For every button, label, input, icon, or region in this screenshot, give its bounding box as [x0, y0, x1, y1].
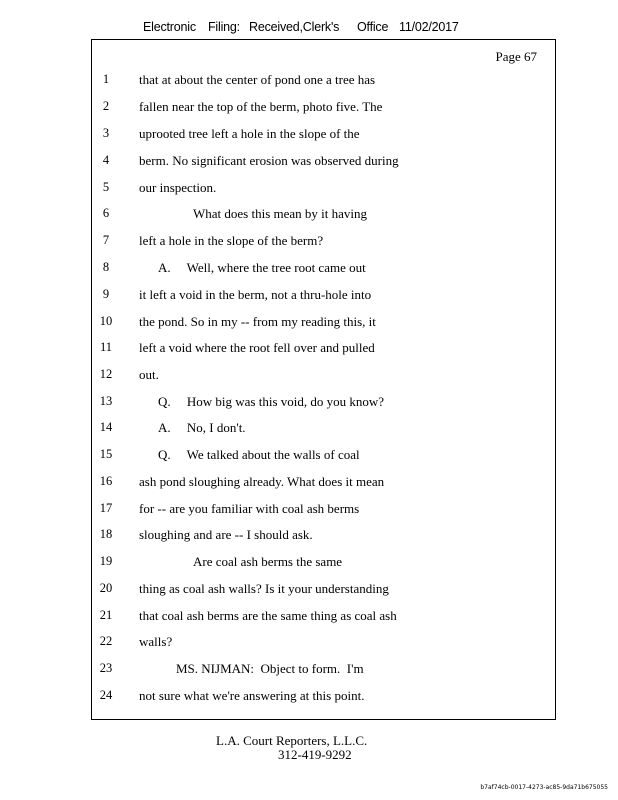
- line-number: 14: [99, 420, 113, 434]
- line-number: 4: [102, 153, 110, 167]
- transcript-line: [0, 554, 618, 574]
- transcript-line: [0, 688, 618, 708]
- header-word-office: Office: [357, 20, 389, 34]
- line-number: 2: [102, 99, 110, 113]
- line-text: A. Well, where the tree root came out: [158, 260, 366, 275]
- header-word-filing: Filing:: [208, 20, 240, 34]
- line-text: Q. How big was this void, do you know?: [158, 394, 385, 409]
- transcript-line: [0, 394, 618, 414]
- line-number: 13: [99, 394, 113, 408]
- header-word-received: Received,Clerk's: [249, 20, 340, 34]
- line-text: thing as coal ash walls? Is it your understanding: [139, 581, 389, 596]
- line-text: walls?: [139, 634, 173, 649]
- line-text: out.: [139, 367, 159, 382]
- transcript-line: [0, 233, 618, 253]
- transcript-line: [0, 340, 618, 360]
- line-number: 18: [99, 527, 113, 541]
- transcript-line: [0, 501, 618, 521]
- line-number: 5: [102, 180, 110, 194]
- transcript-line: [0, 367, 618, 387]
- transcript-line: [0, 180, 618, 200]
- line-number: 16: [99, 474, 113, 488]
- line-number: 10: [99, 314, 113, 328]
- line-number: 3: [102, 126, 110, 140]
- transcript-line: [0, 260, 618, 280]
- line-text: not sure what we're answering at this point.: [139, 688, 365, 703]
- transcript-line: [0, 474, 618, 494]
- line-text: that coal ash berms are the same thing as coal ash: [139, 608, 397, 623]
- line-number: 23: [99, 661, 113, 675]
- transcript-line: [0, 661, 618, 681]
- page-number: Page 67: [495, 49, 537, 64]
- line-text: that at about the center of pond one a tree has: [139, 72, 376, 87]
- line-number: 17: [99, 501, 113, 515]
- transcript-line: [0, 287, 618, 307]
- header-word-electronic: Electronic: [143, 20, 196, 34]
- line-text: uprooted tree left a hole in the slope of the: [139, 126, 360, 141]
- header-filing-date: 11/02/2017: [399, 20, 459, 34]
- line-number: 12: [99, 367, 113, 381]
- line-number: 8: [102, 260, 110, 274]
- line-number: 6: [102, 206, 110, 220]
- transcript-line: [0, 126, 618, 146]
- line-number: 9: [102, 287, 110, 301]
- line-number: 24: [99, 688, 113, 702]
- transcript-line: [0, 608, 618, 628]
- line-number: 20: [99, 581, 113, 595]
- transcript-line: [0, 581, 618, 601]
- line-text: berm. No significant erosion was observed during: [139, 153, 399, 168]
- filing-header: [0, 20, 618, 38]
- line-text: it left a void in the berm, not a thru-hole into: [139, 287, 372, 302]
- line-number: 11: [99, 340, 113, 354]
- line-number: 1: [102, 72, 110, 86]
- line-text: Q. We talked about the walls of coal: [158, 447, 360, 462]
- transcript-line: [0, 206, 618, 226]
- line-text: the pond. So in my -- from my reading this, it: [139, 314, 376, 329]
- line-number: 22: [99, 634, 113, 648]
- transcript-line: [0, 99, 618, 119]
- transcript-line: [0, 153, 618, 173]
- line-text: for -- are you familiar with coal ash berms: [139, 501, 360, 516]
- footer-phone-text: 312-419-9292: [278, 747, 352, 762]
- line-text: MS. NIJMAN: Object to form. I'm: [176, 661, 364, 676]
- transcript-line: [0, 420, 618, 440]
- transcript-line: [0, 447, 618, 467]
- line-number: 21: [99, 608, 113, 622]
- line-number: 7: [102, 233, 110, 247]
- line-number: 15: [99, 447, 113, 461]
- document-hash: b7af74cb-0017-4273-ac85-9da71b675055: [480, 784, 608, 791]
- line-text: left a void where the root fell over and pulled: [139, 340, 375, 355]
- line-text: left a hole in the slope of the berm?: [139, 233, 324, 248]
- line-text: our inspection.: [139, 180, 217, 195]
- transcript-line: [0, 72, 618, 92]
- line-text: sloughing and are -- I should ask.: [139, 527, 313, 542]
- line-number: 19: [99, 554, 113, 568]
- transcript-line: [0, 634, 618, 654]
- line-text: ash pond sloughing already. What does it mean: [139, 474, 385, 489]
- line-text: Are coal ash berms the same: [193, 554, 343, 569]
- transcript-line: [0, 527, 618, 547]
- line-text: What does this mean by it having: [193, 206, 368, 221]
- line-text: A. No, I don't.: [158, 420, 246, 435]
- footer-company-text: L.A. Court Reporters, L.L.C.: [216, 733, 368, 748]
- transcript-line: [0, 314, 618, 334]
- line-text: fallen near the top of the berm, photo five. The: [139, 99, 383, 114]
